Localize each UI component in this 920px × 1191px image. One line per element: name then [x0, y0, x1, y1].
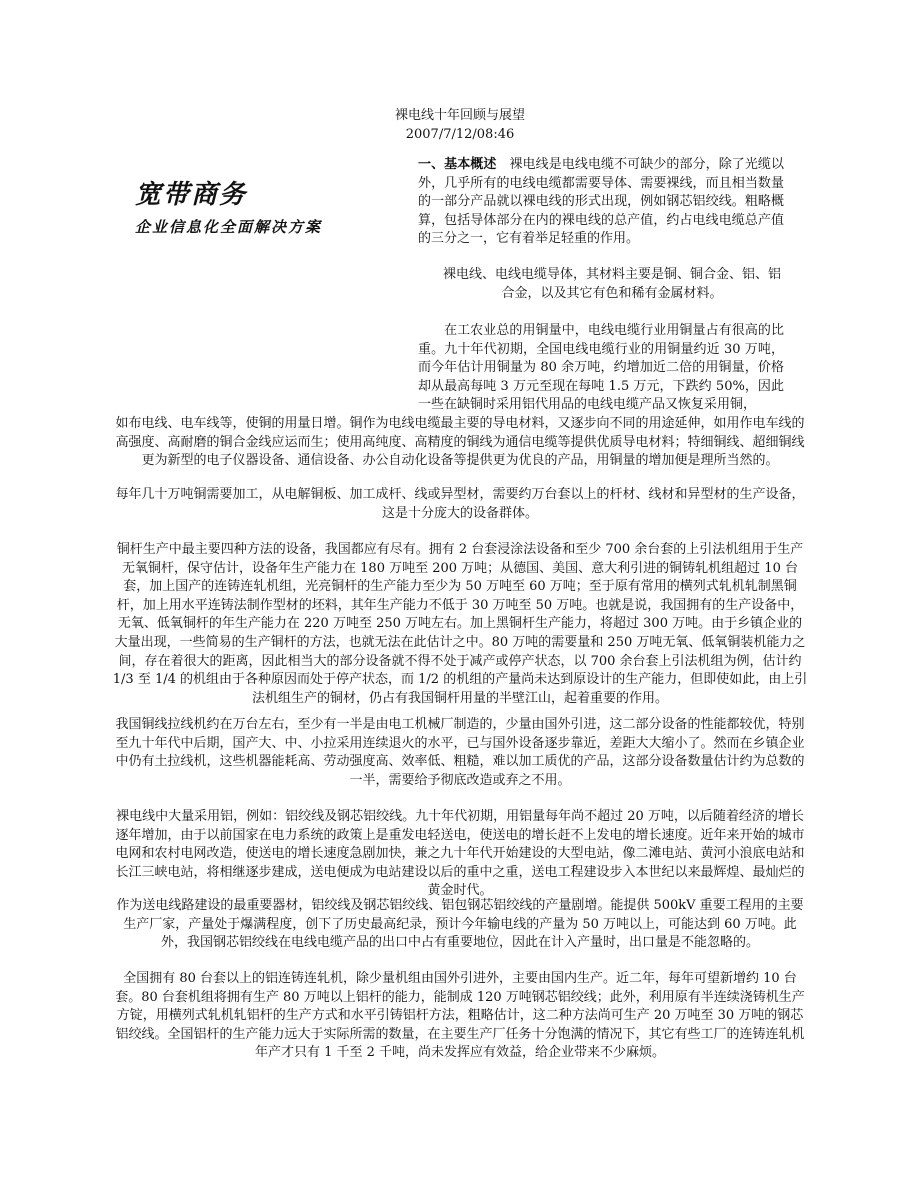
paragraph-transmission: 作为送电线路建设的最重要器材，铝绞线及钢芯铝绞线、铝包钢芯铝绞线的产量剧增。能提供 500kV 重要工程用的主要生产厂家，产量处于爆满程度，创下了历史最高纪录，预计今年输电线的产量为 50 万吨以上，可能达到 60 万吨。此外，我国钢芯铝绞线在电线电缆产品的出口中占有重要地位，因此在计入产量时，出口量是不能忽略的。 — [116, 898, 804, 951]
paragraph-aluminum: 裸电线中大量采用铝，例如：铝绞线及钢芯铝绞线。九十年代初期，用铝量每年尚不超过 20 万吨，以后随着经济的增长逐年增加，由于以前国家在电力系统的政策上是重发电轻送电，使送电的增长赶不上发电的增长速度。近年来开始的城市电网和农村电网改造，使送电的增长速度急剧加快，兼之九十年代开始建设的大型电站，像二滩电站、黄河小浪底电站和长江三峡电站，将相继逐步建成，送电便成为电站建设以后的重中之重，送电工程建设步入本世纪以来最辉煌、最灿烂的黄金时代。 — [115, 809, 805, 899]
paragraph-processing: 每年几十万吨铜需要加工，从电解铜板、加工成杆、线或异型材，需要约万台套以上的杆材、线材和异型材的生产设备，这是十分庞大的设备群体。 — [115, 487, 805, 521]
broadband-business-logo — [135, 180, 395, 237]
paragraph-wire-drawing: 我国铜线拉线机约在万台左右，至少有一半是由电工机械厂制造的，少量由国外引进，这二部分设备的性能都较优，特别至九十年代中后期，国产大、中、小拉采用连续退火的水平，已与国外设备逐步靠近，差距大大缩小了。然而在乡镇企业中仍有土拉线机，这些机器能耗高、劳动强度高、效率低、粗糙，难以加工质优的产品，这部分设备数量估计约为总数的一半，需要给予彻底改造或弃之不用。 — [115, 717, 805, 788]
paragraph-copper-usage-cont: 如布电线、电车线等，使铜的用量日增。铜作为电线电缆最主要的导电材料，又逐步向不同的用途延伸，如用作电车线的高强度、高耐磨的铜合金线应运而生；使用高纯度、高精度的铜线为通信电缆等提供优质导电材料；特细铜线、超细铜线更为新型的电子仪器设备、通信设备、办公自动化设备等提供更为优良的产品，用铜量的增加便是理所当然的。 — [115, 416, 805, 469]
document-header — [0, 106, 920, 144]
logo-title: 宽带商务 — [135, 180, 248, 210]
section-overview-paragraph — [418, 156, 784, 249]
logo-subtitle: 企业信息化全面解决方案 — [135, 218, 323, 236]
paragraph-conductor-materials: 裸电线、电线电缆导体，其材料主要是铜、铜合金、铝、铝合金，以及其它有色和稀有金属材料。 — [442, 267, 781, 301]
section-overview-text: 裸电线是电线电缆不可缺少的部分，除了光缆以外，几乎所有的电线电缆都需要导体、需要裸线，而且相当数量的一部分产品就以裸电线的形式出现，例如钢芯铝绞线。粗略概算，包括导体部分在内的裸电线的总产值，约占电线电缆总产值的三分之一，它有着举足轻重的作用。 — [418, 157, 784, 246]
paragraph-aluminum-rod: 全国拥有 80 台套以上的铝连铸连轧机，除少量机组由国外引进外，主要由国内生产。近二年，每年可望新增约 10 台套。80 台套机组将拥有生产 80 万吨以上铝杆的能力，能制成 120 万吨钢芯铝绞线；此外，利用原有半连续浇铸机生产方锭，用横列式轧机轧铝杆的生产方式和水平引铸铝杆方法，粗略估计，这二种方法尚可生产 20 万吨至 30 万吨的钢芯铝绞线。全国铝杆的生产能力远大于实际所需的数量，在主要生产厂任务十分饱满的情况下，其它有些工厂的连铸连轧机年产才只有 1 千至 2 千吨，尚未发挥应有效益，给企业带来不少麻烦。 — [115, 971, 805, 1061]
section-heading: 一、基本概述 — [418, 157, 497, 172]
document-title: 裸电线十年回顾与展望 — [394, 108, 525, 123]
paragraph-copper-rod: 铜杆生产中最主要四种方法的设备，我国都应有尽有。拥有 2 台套浸涂法设备和至少 700 余台套的上引法机组用于生产无氧铜杆，保守估计，设备年生产能力在 180 万吨至 200 万吨；从德国、美国、意大利引进的铜铸轧机组超过 10 台套，加上国产的连铸连轧机组，光亮铜杆的生产能力至少为 50 万吨至 60 万吨；至于原有常用的横列式轧机轧制黑铜杆，加上用水平连铸法制作型材的坯料，其年生产能力不低于 30 万吨至 50 万吨。也就是说，我国拥有的生产设备中，无氧、低氧铜杆的年生产能力在 220 万吨至 250 万吨左右。加上黑铜杆生产能力，将超过 300 万吨。由于乡镇企业的大量出现，一些简易的生产铜杆的方法，也就无法在此估计之中。80 万吨的需要量和 250 万吨无氧、低氧铜装机能力之间，存在着很大的距离，因此相当大的部分设备就不得不处于减产或停产状态，以 700 余台套上引法机组为例，估计约 1/3 至 1/4 的机组由于各种原因而处于停产状态，而 1/2 的机组的产量尚未达到原设计的生产能力，但即使如此，由上引法机组生产的铜材，仍占有我国铜杆用量的半壁江山，起着重要的作用。 — [112, 542, 808, 706]
paragraph-copper-usage-start: 在工农业总的用铜量中，电线电缆行业用铜量占有很高的比重。九十年代初期，全国电线电缆行业的用铜量约近 30 万吨，而今年估计用铜量为 80 余万吨，约增加近二倍的用铜量，价格却从最高每吨 3 万元至现在每吨 1.5 万元，下跌约 50%，因此一些在缺铜时采用铝代用品的电线电缆产品又恢复采用铜， — [418, 323, 784, 412]
document-datetime: 2007/7/12/08:46 — [405, 127, 515, 142]
